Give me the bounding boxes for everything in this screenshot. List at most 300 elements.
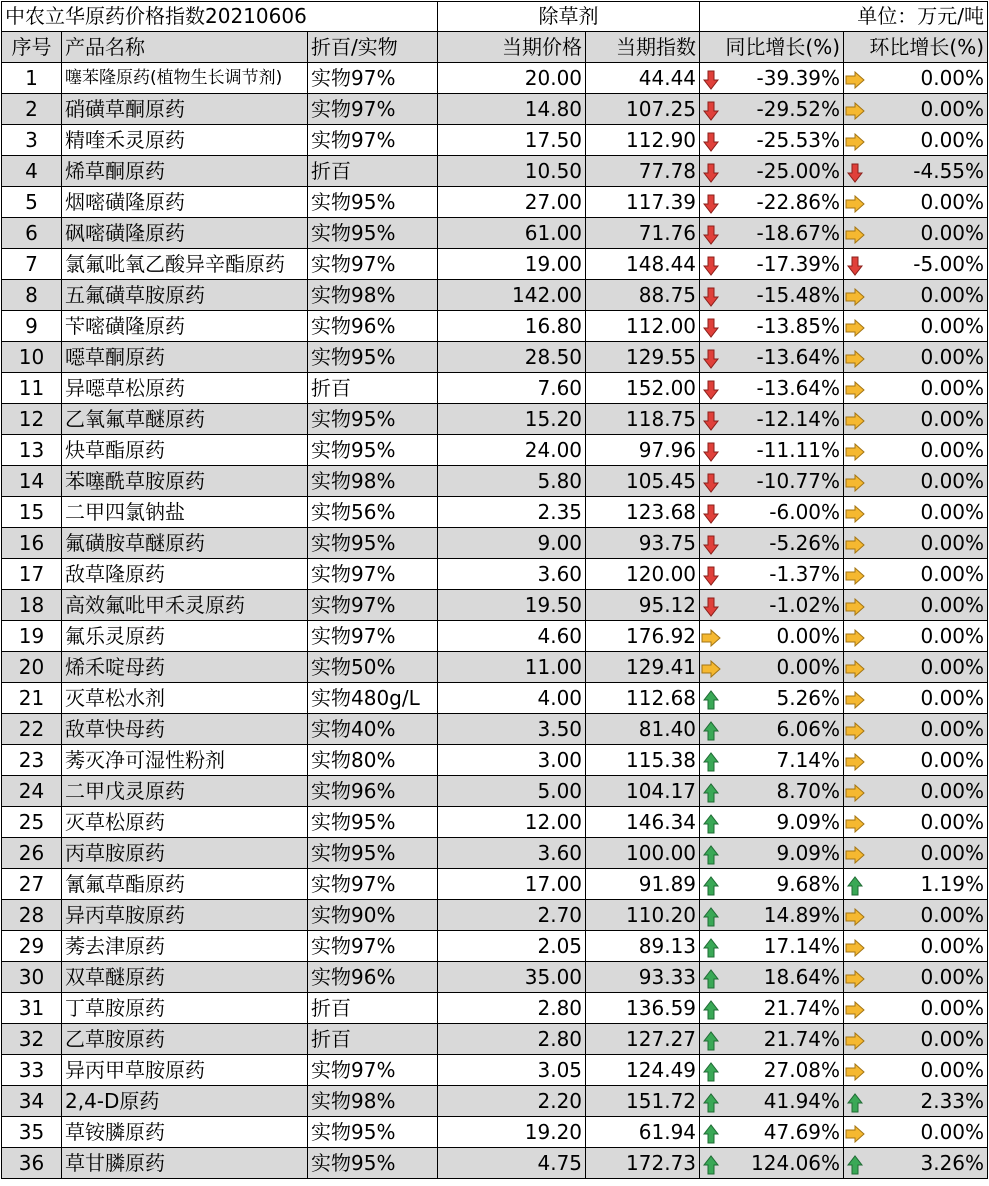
table-row — [2, 621, 988, 652]
table-row — [2, 187, 988, 218]
price-value: 28.50 — [438, 342, 586, 373]
table-row — [2, 63, 988, 94]
arrow-right-icon — [844, 598, 866, 616]
arrow-down-icon — [700, 194, 722, 214]
index-value: 107.25 — [586, 94, 700, 125]
yoy-trend-cell — [700, 900, 722, 931]
yoy-trend-cell — [700, 683, 722, 714]
mom-trend-cell — [844, 435, 866, 466]
index-value: 129.55 — [586, 342, 700, 373]
table-row — [2, 1086, 988, 1117]
header-price: 当期价格 — [438, 32, 586, 63]
arrow-up-icon — [700, 1093, 722, 1113]
mom-growth-value: 0.00% — [866, 1117, 988, 1148]
arrow-down-icon — [700, 163, 722, 183]
yoy-growth-value: -12.14% — [722, 404, 844, 435]
mom-growth-value: 0.00% — [866, 280, 988, 311]
mom-growth-value: 0.00% — [866, 435, 988, 466]
product-name: 氰氟草酯原药 — [62, 869, 308, 900]
mom-trend-cell — [844, 559, 866, 590]
arrow-right-icon — [844, 71, 866, 89]
mom-trend-cell — [844, 931, 866, 962]
mom-growth-value: -5.00% — [866, 249, 988, 280]
yoy-growth-value: -1.37% — [722, 559, 844, 590]
index-value: 61.94 — [586, 1117, 700, 1148]
yoy-growth-value: 21.74% — [722, 1024, 844, 1055]
price-value: 2.70 — [438, 900, 586, 931]
yoy-growth-value: -17.39% — [722, 249, 844, 280]
index-value: 97.96 — [586, 435, 700, 466]
yoy-trend-cell — [700, 311, 722, 342]
price-value: 19.50 — [438, 590, 586, 621]
mom-growth-value: 1.19% — [866, 869, 988, 900]
row-number: 2 — [2, 94, 62, 125]
mom-growth-value: 0.00% — [866, 683, 988, 714]
spec-value: 实物97% — [308, 63, 438, 94]
arrow-right-icon — [844, 1001, 866, 1019]
yoy-growth-value: 14.89% — [722, 900, 844, 931]
arrow-down-icon — [700, 101, 722, 121]
spec-value: 实物95% — [308, 838, 438, 869]
yoy-trend-cell — [700, 621, 722, 652]
price-value: 7.60 — [438, 373, 586, 404]
arrow-up-icon — [844, 1155, 866, 1175]
header-spec: 折百/实物 — [308, 32, 438, 63]
product-name: 2,4-D原药 — [62, 1086, 308, 1117]
arrow-right-icon — [844, 505, 866, 523]
yoy-trend-cell — [700, 528, 722, 559]
table-row — [2, 993, 988, 1024]
header-yoy: 同比增长(%) — [700, 32, 844, 63]
arrow-right-icon — [844, 660, 866, 678]
mom-growth-value: 0.00% — [866, 962, 988, 993]
row-number: 10 — [2, 342, 62, 373]
row-number: 1 — [2, 63, 62, 94]
arrow-right-icon — [844, 226, 866, 244]
table-row — [2, 156, 988, 187]
arrow-right-icon — [844, 629, 866, 647]
table-row — [2, 466, 988, 497]
arrow-right-icon — [844, 536, 866, 554]
index-value: 77.78 — [586, 156, 700, 187]
table-row — [2, 962, 988, 993]
mom-trend-cell — [844, 528, 866, 559]
product-name: 异丙草胺原药 — [62, 900, 308, 931]
table-row — [2, 311, 988, 342]
yoy-trend-cell — [700, 1148, 722, 1179]
price-value: 24.00 — [438, 435, 586, 466]
mom-trend-cell — [844, 311, 866, 342]
arrow-up-icon — [700, 783, 722, 803]
row-number: 31 — [2, 993, 62, 1024]
index-value: 93.33 — [586, 962, 700, 993]
price-value: 14.80 — [438, 94, 586, 125]
index-value: 118.75 — [586, 404, 700, 435]
mom-growth-value: 2.33% — [866, 1086, 988, 1117]
table-row — [2, 931, 988, 962]
mom-trend-cell — [844, 590, 866, 621]
index-value: 104.17 — [586, 776, 700, 807]
index-value: 127.27 — [586, 1024, 700, 1055]
price-value: 4.60 — [438, 621, 586, 652]
yoy-trend-cell — [700, 342, 722, 373]
row-number: 20 — [2, 652, 62, 683]
row-number: 27 — [2, 869, 62, 900]
report-title: 中农立华原药价格指数20210606 — [2, 2, 438, 32]
mom-trend-cell — [844, 745, 866, 776]
product-name: 二甲戊灵原药 — [62, 776, 308, 807]
yoy-trend-cell — [700, 497, 722, 528]
arrow-up-icon — [700, 752, 722, 772]
index-value: 120.00 — [586, 559, 700, 590]
mom-trend-cell — [844, 466, 866, 497]
price-value: 19.00 — [438, 249, 586, 280]
product-name: 精喹禾灵原药 — [62, 125, 308, 156]
spec-value: 实物95% — [308, 435, 438, 466]
yoy-growth-value: -13.64% — [722, 342, 844, 373]
table-row — [2, 373, 988, 404]
table-row — [2, 497, 988, 528]
arrow-right-icon — [844, 1125, 866, 1143]
arrow-right-icon — [844, 381, 866, 399]
arrow-right-icon — [844, 691, 866, 709]
product-name: 敌草隆原药 — [62, 559, 308, 590]
yoy-trend-cell — [700, 931, 722, 962]
mom-trend-cell — [844, 249, 866, 280]
row-number: 14 — [2, 466, 62, 497]
index-value: 112.90 — [586, 125, 700, 156]
arrow-right-icon — [844, 195, 866, 213]
price-value: 2.20 — [438, 1086, 586, 1117]
table-row — [2, 280, 988, 311]
mom-trend-cell — [844, 1148, 866, 1179]
yoy-trend-cell — [700, 745, 722, 776]
spec-value: 实物97% — [308, 931, 438, 962]
yoy-growth-value: -22.86% — [722, 187, 844, 218]
product-name: 莠灭净可湿性粉剂 — [62, 745, 308, 776]
product-name: 氟乐灵原药 — [62, 621, 308, 652]
index-value: 105.45 — [586, 466, 700, 497]
arrow-down-icon — [700, 318, 722, 338]
mom-growth-value: 0.00% — [866, 1055, 988, 1086]
yoy-growth-value: 18.64% — [722, 962, 844, 993]
mom-trend-cell — [844, 342, 866, 373]
arrow-down-icon — [700, 597, 722, 617]
row-number: 16 — [2, 528, 62, 559]
yoy-growth-value: -29.52% — [722, 94, 844, 125]
mom-growth-value: 0.00% — [866, 590, 988, 621]
yoy-growth-value: -25.53% — [722, 125, 844, 156]
product-name: 炔草酯原药 — [62, 435, 308, 466]
yoy-trend-cell — [700, 776, 722, 807]
arrow-down-icon — [700, 535, 722, 555]
product-name: 二甲四氯钠盐 — [62, 497, 308, 528]
spec-value: 折百 — [308, 156, 438, 187]
mom-trend-cell — [844, 1086, 866, 1117]
product-name: 乙草胺原药 — [62, 1024, 308, 1055]
spec-value: 实物480g/L — [308, 683, 438, 714]
mom-growth-value: 0.00% — [866, 497, 988, 528]
yoy-trend-cell — [700, 280, 722, 311]
spec-value: 实物95% — [308, 404, 438, 435]
price-value: 10.50 — [438, 156, 586, 187]
row-number: 18 — [2, 590, 62, 621]
index-value: 88.75 — [586, 280, 700, 311]
mom-trend-cell — [844, 280, 866, 311]
arrow-right-icon — [844, 288, 866, 306]
arrow-down-icon — [700, 442, 722, 462]
arrow-up-icon — [700, 907, 722, 927]
arrow-down-icon — [700, 566, 722, 586]
price-index-table — [1, 1, 988, 1179]
row-number: 22 — [2, 714, 62, 745]
mom-growth-value: 0.00% — [866, 528, 988, 559]
arrow-up-icon — [844, 1093, 866, 1113]
table-row — [2, 342, 988, 373]
product-name: 烯草酮原药 — [62, 156, 308, 187]
table-row — [2, 900, 988, 931]
price-value: 19.20 — [438, 1117, 586, 1148]
mom-growth-value: 0.00% — [866, 125, 988, 156]
mom-trend-cell — [844, 900, 866, 931]
row-number: 4 — [2, 156, 62, 187]
mom-trend-cell — [844, 776, 866, 807]
price-value: 3.60 — [438, 559, 586, 590]
price-value: 2.35 — [438, 497, 586, 528]
spec-value: 实物40% — [308, 714, 438, 745]
table-row — [2, 776, 988, 807]
arrow-down-icon — [700, 132, 722, 152]
spec-value: 实物96% — [308, 962, 438, 993]
spec-value: 实物97% — [308, 249, 438, 280]
table-row — [2, 590, 988, 621]
mom-trend-cell — [844, 497, 866, 528]
yoy-growth-value: -5.26% — [722, 528, 844, 559]
arrow-right-icon — [844, 722, 866, 740]
table-row — [2, 1055, 988, 1086]
row-number: 29 — [2, 931, 62, 962]
mom-trend-cell — [844, 94, 866, 125]
spec-value: 实物97% — [308, 94, 438, 125]
table-row — [2, 807, 988, 838]
arrow-up-icon — [700, 1000, 722, 1020]
arrow-up-icon — [700, 1155, 722, 1175]
arrow-up-icon — [844, 876, 866, 896]
table-row — [2, 404, 988, 435]
row-number: 13 — [2, 435, 62, 466]
price-value: 2.05 — [438, 931, 586, 962]
yoy-growth-value: -15.48% — [722, 280, 844, 311]
product-name: 砜嘧磺隆原药 — [62, 218, 308, 249]
arrow-right-icon — [844, 970, 866, 988]
mom-trend-cell — [844, 63, 866, 94]
yoy-trend-cell — [700, 373, 722, 404]
yoy-growth-value: 9.68% — [722, 869, 844, 900]
arrow-right-icon — [844, 102, 866, 120]
row-number: 24 — [2, 776, 62, 807]
price-value: 12.00 — [438, 807, 586, 838]
spec-value: 实物50% — [308, 652, 438, 683]
yoy-trend-cell — [700, 466, 722, 497]
row-number: 6 — [2, 218, 62, 249]
product-name: 噁草酮原药 — [62, 342, 308, 373]
arrow-up-icon — [700, 690, 722, 710]
table-row — [2, 249, 988, 280]
index-value: 151.72 — [586, 1086, 700, 1117]
spec-value: 实物56% — [308, 497, 438, 528]
arrow-right-icon — [844, 784, 866, 802]
table-body — [2, 63, 988, 1179]
mom-trend-cell — [844, 404, 866, 435]
yoy-trend-cell — [700, 125, 722, 156]
spec-value: 实物97% — [308, 559, 438, 590]
mom-trend-cell — [844, 621, 866, 652]
yoy-growth-value: 8.70% — [722, 776, 844, 807]
spec-value: 折百 — [308, 993, 438, 1024]
product-name: 乙氧氟草醚原药 — [62, 404, 308, 435]
spec-value: 实物90% — [308, 900, 438, 931]
mom-growth-value: 0.00% — [866, 807, 988, 838]
index-value: 81.40 — [586, 714, 700, 745]
table-row — [2, 435, 988, 466]
row-number: 26 — [2, 838, 62, 869]
spec-value: 实物95% — [308, 187, 438, 218]
row-number: 11 — [2, 373, 62, 404]
arrow-right-icon — [844, 1063, 866, 1081]
table-row — [2, 1148, 988, 1179]
yoy-growth-value: 7.14% — [722, 745, 844, 776]
product-name: 氟磺胺草醚原药 — [62, 528, 308, 559]
yoy-trend-cell — [700, 94, 722, 125]
yoy-growth-value: -13.64% — [722, 373, 844, 404]
yoy-growth-value: -6.00% — [722, 497, 844, 528]
yoy-growth-value: 41.94% — [722, 1086, 844, 1117]
mom-growth-value: 0.00% — [866, 776, 988, 807]
arrow-right-icon — [844, 474, 866, 492]
index-value: 172.73 — [586, 1148, 700, 1179]
header-name: 产品名称 — [62, 32, 308, 63]
title-row — [2, 2, 988, 32]
yoy-growth-value: -13.85% — [722, 311, 844, 342]
yoy-growth-value: -25.00% — [722, 156, 844, 187]
product-name: 丙草胺原药 — [62, 838, 308, 869]
row-number: 30 — [2, 962, 62, 993]
yoy-trend-cell — [700, 1024, 722, 1055]
product-name: 异丙甲草胺原药 — [62, 1055, 308, 1086]
arrow-up-icon — [700, 1031, 722, 1051]
mom-growth-value: 0.00% — [866, 838, 988, 869]
mom-growth-value: 0.00% — [866, 94, 988, 125]
yoy-growth-value: 0.00% — [722, 621, 844, 652]
mom-growth-value: 0.00% — [866, 218, 988, 249]
table-row — [2, 838, 988, 869]
arrow-up-icon — [700, 721, 722, 741]
mom-trend-cell — [844, 962, 866, 993]
price-value: 27.00 — [438, 187, 586, 218]
price-value: 35.00 — [438, 962, 586, 993]
mom-growth-value: 0.00% — [866, 714, 988, 745]
yoy-growth-value: 9.09% — [722, 838, 844, 869]
mom-growth-value: 0.00% — [866, 900, 988, 931]
price-value: 3.05 — [438, 1055, 586, 1086]
index-value: 89.13 — [586, 931, 700, 962]
arrow-down-icon — [700, 411, 722, 431]
yoy-trend-cell — [700, 1086, 722, 1117]
price-value: 3.00 — [438, 745, 586, 776]
index-value: 117.39 — [586, 187, 700, 218]
arrow-right-icon — [844, 815, 866, 833]
arrow-right-icon — [844, 753, 866, 771]
yoy-trend-cell — [700, 807, 722, 838]
product-name: 烯禾啶母药 — [62, 652, 308, 683]
spec-value: 实物96% — [308, 776, 438, 807]
yoy-trend-cell — [700, 249, 722, 280]
mom-growth-value: 0.00% — [866, 745, 988, 776]
table-row — [2, 745, 988, 776]
mom-trend-cell — [844, 1024, 866, 1055]
yoy-trend-cell — [700, 869, 722, 900]
mom-growth-value: -4.55% — [866, 156, 988, 187]
arrow-down-icon — [700, 380, 722, 400]
row-number: 21 — [2, 683, 62, 714]
spec-value: 实物97% — [308, 125, 438, 156]
price-value: 5.00 — [438, 776, 586, 807]
arrow-right-icon — [844, 133, 866, 151]
row-number: 34 — [2, 1086, 62, 1117]
mom-growth-value: 0.00% — [866, 1024, 988, 1055]
yoy-growth-value: 5.26% — [722, 683, 844, 714]
spec-value: 实物95% — [308, 218, 438, 249]
spec-value: 实物95% — [308, 342, 438, 373]
arrow-up-icon — [700, 1124, 722, 1144]
product-name: 高效氟吡甲禾灵原药 — [62, 590, 308, 621]
spec-value: 实物97% — [308, 590, 438, 621]
yoy-trend-cell — [700, 187, 722, 218]
spec-value: 实物96% — [308, 311, 438, 342]
mom-growth-value: 0.00% — [866, 621, 988, 652]
row-number: 15 — [2, 497, 62, 528]
index-value: 100.00 — [586, 838, 700, 869]
arrow-up-icon — [700, 969, 722, 989]
index-value: 44.44 — [586, 63, 700, 94]
index-value: 123.68 — [586, 497, 700, 528]
yoy-growth-value: -10.77% — [722, 466, 844, 497]
category-label: 除草剂 — [438, 2, 700, 32]
spec-value: 实物98% — [308, 1086, 438, 1117]
index-value: 115.38 — [586, 745, 700, 776]
index-value: 152.00 — [586, 373, 700, 404]
mom-growth-value: 0.00% — [866, 993, 988, 1024]
mom-growth-value: 0.00% — [866, 404, 988, 435]
arrow-down-icon — [700, 349, 722, 369]
table-row — [2, 683, 988, 714]
spec-value: 实物98% — [308, 466, 438, 497]
arrow-right-icon — [844, 908, 866, 926]
row-number: 8 — [2, 280, 62, 311]
arrow-right-icon — [844, 319, 866, 337]
mom-trend-cell — [844, 187, 866, 218]
mom-trend-cell — [844, 373, 866, 404]
spec-value: 折百 — [308, 373, 438, 404]
yoy-growth-value: -18.67% — [722, 218, 844, 249]
yoy-trend-cell — [700, 993, 722, 1024]
product-name: 草铵膦原药 — [62, 1117, 308, 1148]
mom-trend-cell — [844, 652, 866, 683]
mom-trend-cell — [844, 1055, 866, 1086]
arrow-right-icon — [844, 567, 866, 585]
table-row — [2, 218, 988, 249]
price-value: 3.50 — [438, 714, 586, 745]
